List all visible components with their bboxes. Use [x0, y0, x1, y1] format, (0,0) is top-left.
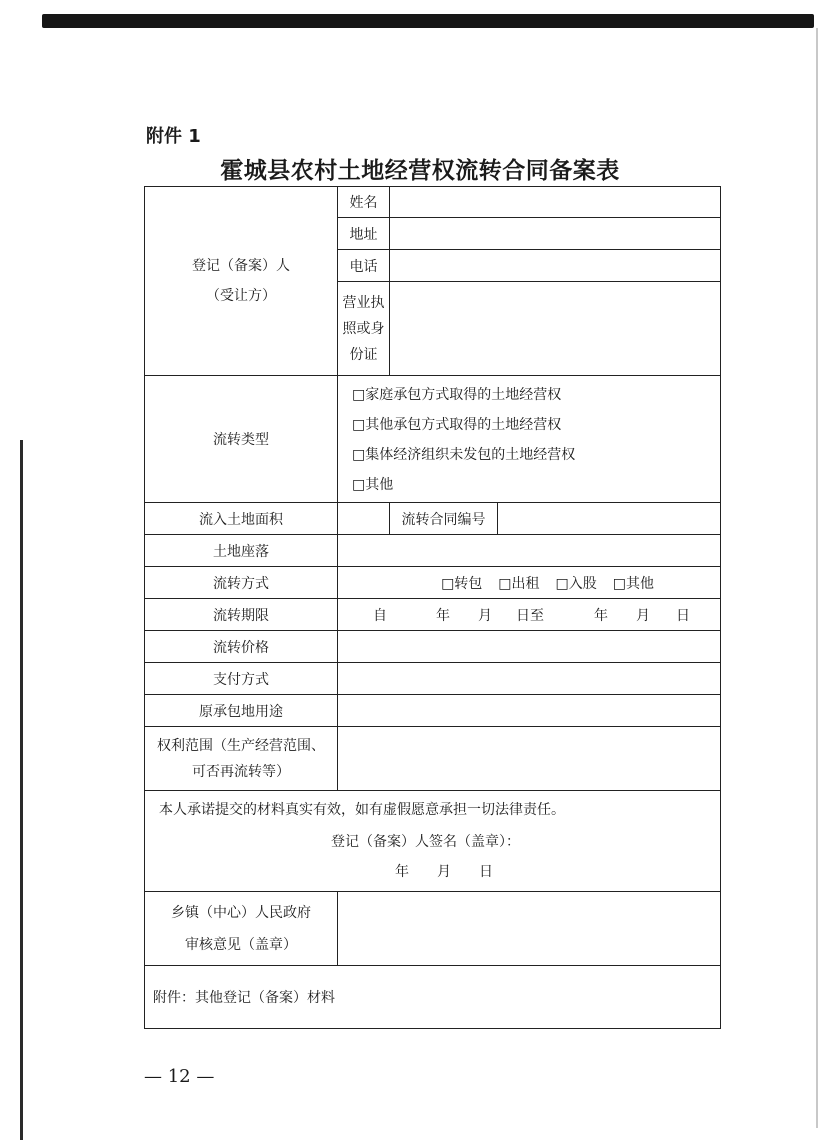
signature-label: 登记（备案）人签名（盖章）： [331, 834, 520, 850]
row-land-area [145, 503, 721, 535]
row-transfer-type [145, 376, 721, 503]
row-attachment-note [145, 966, 721, 1029]
land-area-label: 流入土地面积 [145, 503, 338, 535]
filing-form-table [144, 186, 721, 1029]
row-payment-method [145, 663, 721, 695]
row-land-location [145, 535, 721, 567]
transfer-type-option[interactable]: □家庭承包方式取得的土地经营权 [352, 387, 562, 403]
transfer-price-field[interactable] [338, 631, 721, 663]
license-label-line3: 份证 [349, 346, 378, 363]
transfer-type-option[interactable]: □其他 [352, 477, 394, 493]
phone-field[interactable] [390, 250, 721, 282]
scan-left-edge [20, 440, 23, 1140]
transfer-type-options [338, 376, 721, 503]
phone-label: 电话 [338, 250, 390, 282]
attachment-label: 附件 1 [146, 126, 201, 147]
period-from: 自 [373, 607, 387, 624]
rights-scope-label-line1: 权利范围（生产经营范围、 [157, 737, 325, 754]
land-area-field[interactable] [338, 503, 390, 535]
row-original-use [145, 695, 721, 727]
contract-number-label: 流转合同编号 [390, 503, 498, 535]
method-option-lease[interactable]: □出租 [498, 575, 540, 592]
license-label-line1: 营业执 [342, 294, 385, 311]
period-day-to: 日至 [516, 607, 544, 624]
row-transfer-period [145, 599, 721, 631]
rights-scope-field[interactable] [338, 727, 721, 791]
original-use-field[interactable] [338, 695, 721, 727]
signature-date: 年 月 日 [395, 864, 493, 880]
promise-cell [145, 791, 721, 892]
payment-method-field[interactable] [338, 663, 721, 695]
registrant-label-cell [145, 187, 338, 376]
transfer-method-label: 流转方式 [145, 567, 338, 599]
method-option-subcontract[interactable]: □转包 [441, 575, 483, 592]
original-use-label: 原承包地用途 [145, 695, 338, 727]
government-review-label [145, 892, 338, 966]
row-rights-scope [145, 727, 721, 791]
row-government-review [145, 892, 721, 966]
land-location-label: 土地座落 [145, 535, 338, 567]
attachment-note: 附件：其他登记（备案）材料 [145, 966, 721, 1029]
government-label-line1: 乡镇（中心）人民政府 [171, 904, 311, 921]
license-label-cell [338, 282, 390, 376]
address-field[interactable] [390, 218, 721, 250]
promise-statement: 本人承诺提交的材料真实有效，如有虚假愿意承担一切法律责任。 [159, 802, 565, 818]
rights-scope-label-line2: 可否再流转等） [192, 763, 290, 780]
land-location-field[interactable] [338, 535, 721, 567]
period-year-end: 年 [594, 607, 608, 624]
transfer-period-label: 流转期限 [145, 599, 338, 631]
period-month-start: 月 [478, 607, 492, 624]
contract-number-field[interactable] [498, 503, 721, 535]
document-title: 霍城县农村土地经营权流转合同备案表 [220, 157, 620, 184]
scan-top-bar [42, 14, 814, 28]
method-option-other[interactable]: □其他 [612, 575, 654, 592]
rights-scope-label [145, 727, 338, 791]
period-day-end: 日 [676, 607, 690, 624]
address-label: 地址 [338, 218, 390, 250]
row-transfer-method [145, 567, 721, 599]
registrant-label: 登记（备案）人 [192, 258, 290, 274]
transfer-period-cell[interactable] [338, 599, 721, 631]
name-label: 姓名 [338, 187, 390, 218]
transfer-method-cell [338, 567, 721, 599]
page-number: — 12 — [144, 1066, 215, 1087]
period-year-start: 年 [436, 607, 450, 624]
method-option-shares[interactable]: □入股 [555, 575, 597, 592]
license-label-line2: 照或身 [342, 320, 385, 337]
row-promise [145, 791, 721, 892]
period-month-end: 月 [636, 607, 650, 624]
row-transfer-price [145, 631, 721, 663]
scan-right-edge [816, 28, 818, 1128]
name-field[interactable] [390, 187, 721, 218]
transfer-type-option[interactable]: □其他承包方式取得的土地经营权 [352, 417, 562, 433]
payment-method-label: 支付方式 [145, 663, 338, 695]
transfer-type-option[interactable]: □集体经济组织未发包的土地经营权 [352, 447, 576, 463]
row-name [145, 187, 721, 218]
government-review-field[interactable] [338, 892, 721, 966]
registrant-sublabel: （受让方） [206, 288, 276, 304]
transfer-type-label: 流转类型 [145, 376, 338, 503]
license-field[interactable] [390, 282, 721, 376]
government-label-line2: 审核意见（盖章） [185, 936, 297, 953]
transfer-price-label: 流转价格 [145, 631, 338, 663]
